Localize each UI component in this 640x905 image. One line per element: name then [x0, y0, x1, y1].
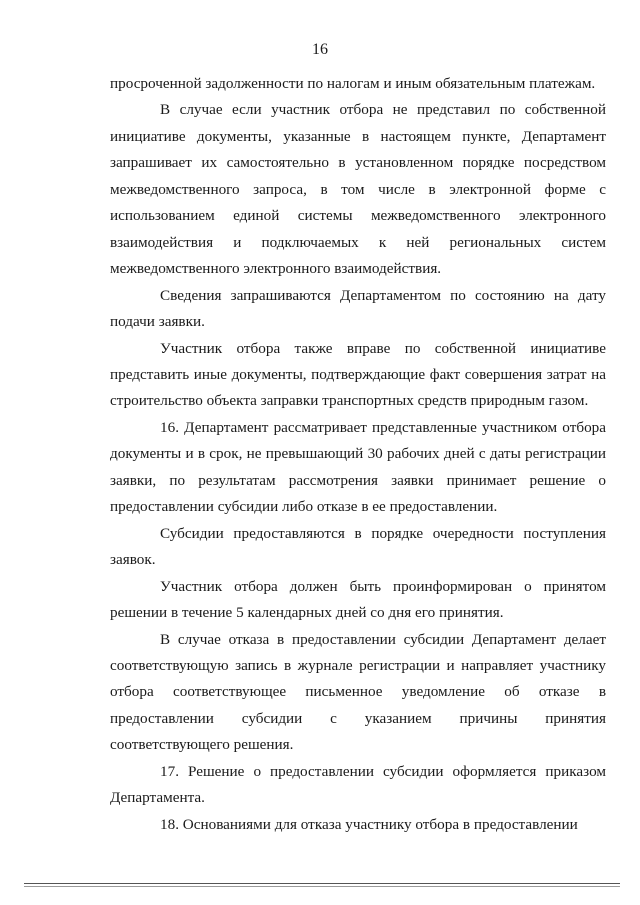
paragraph-interagency-request: В случае если участник отбора не представил по собственной инициативе документы, указанные в настоящем пункте, Департамент запрашивает их самостоятельно в установленном порядке посредством межведомственного запроса, в том числе в электронной форме с использованием единой системы межведомственного электронного взаимодействия и подключаемых к ней региональных систем межведомственного электронного взаимодействия.	[110, 101, 606, 278]
paragraph-continuation: просроченной задолженности по налогам и иным обязательным платежам.	[110, 75, 596, 92]
paragraph-information-date: Сведения запрашиваются Департаментом по состоянию на дату подачи заявки.	[110, 286, 606, 331]
document-body	[110, 71, 606, 838]
page-number: 16	[312, 41, 328, 58]
paragraph-notification: Участник отбора должен быть проинформирован о принятом решении в течение 5 календарных дней со дня его принятия.	[110, 577, 606, 622]
paragraph-additional-documents: Участник отбора также вправе по собственной инициативе представить иные документы, подтверждающие факт совершения затрат на строительство объекта заправки транспортных средств природным газом.	[110, 339, 606, 410]
paragraph-order-of-receipt: Субсидии предоставляются в порядке очередности поступления заявок.	[110, 524, 606, 569]
paragraph-item-16: 16. Департамент рассматривает представленные участником отбора документы и в срок, не превышающий 30 рабочих дней с даты регистрации заявки, по результатам рассмотрения заявки принимает решение о предоставлении субсидии либо отказе в ее предоставлении.	[110, 418, 606, 516]
paragraph-item-17: 17. Решение о предоставлении субсидии оформляется приказом Департамента.	[110, 762, 606, 807]
footer-divider	[24, 883, 620, 884]
paragraph-refusal: В случае отказа в предоставлении субсидии Департамент делает соответствующую запись в журнале регистрации и направляет участнику отбора соответствующее письменное уведомление об отказе в предоставлении субсидии с указанием причины принятия соответствующего решения.	[110, 630, 606, 754]
footer-divider-secondary	[24, 886, 620, 887]
paragraph-item-18: 18. Основаниями для отказа участнику отбора в предоставлении	[160, 815, 578, 833]
